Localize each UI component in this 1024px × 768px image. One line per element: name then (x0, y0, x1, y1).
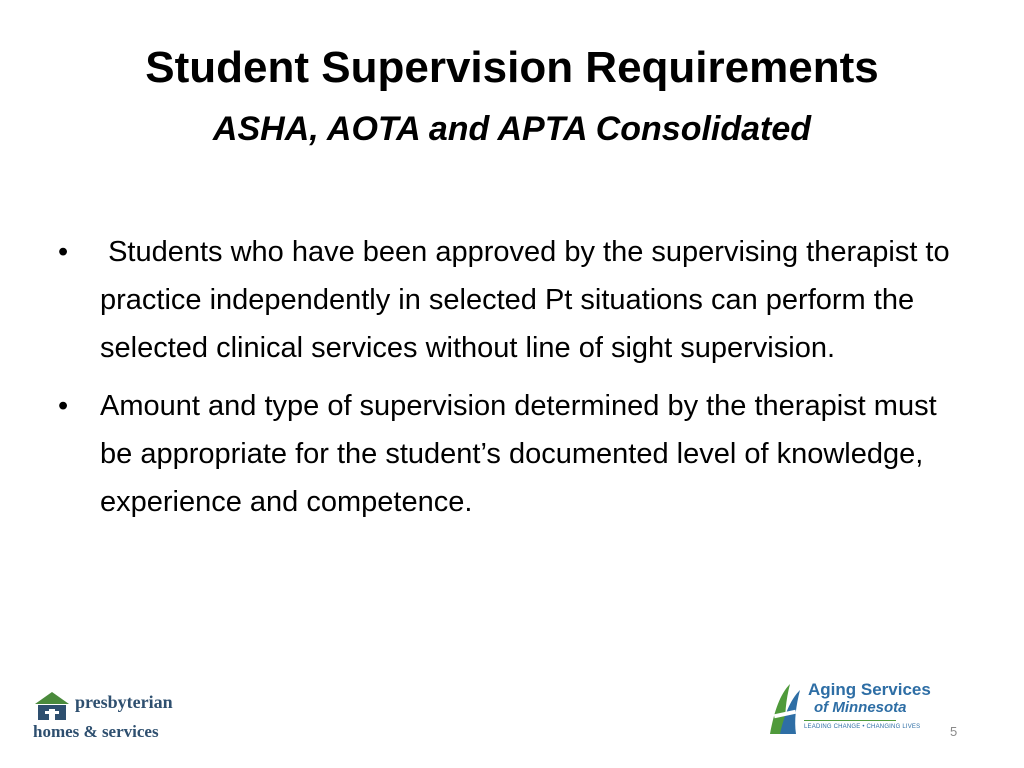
logo-left-line2: homes & services (33, 722, 159, 741)
page-number: 5 (950, 724, 958, 739)
aging-services-a-icon (766, 682, 804, 738)
logo-right-tagline: LEADING CHANGE • CHANGING LIVES (804, 724, 921, 730)
bullet-icon: • (58, 236, 69, 268)
logo-left-line1: presbyterian (75, 692, 173, 712)
presbyterian-homes-logo (33, 690, 183, 746)
slide-subtitle: ASHA, AOTA and APTA Consolidated (212, 110, 812, 148)
bullet-icon: • (58, 390, 69, 422)
logo-right-line2: of Minnesota (814, 699, 907, 716)
bullet-text: Amount and type of supervision determined by the therapist must be appropriate for the student’s documented level of knowledge, experience and competence. (100, 390, 937, 518)
aging-services-logo (766, 680, 931, 742)
logo-right-line1: Aging Services (808, 680, 931, 699)
bullet-text: Students who have been approved by the supervising therapist to practice independently in selected Pt situations can perform the selected clinical services without line of sight supervision. (100, 236, 958, 364)
logo-divider (804, 720, 896, 721)
slide-title: Student Supervision Requirements (145, 43, 879, 92)
bullet-item (55, 382, 955, 526)
bullet-item (55, 228, 958, 372)
house-icon (33, 690, 71, 720)
bullet-list (55, 228, 958, 536)
